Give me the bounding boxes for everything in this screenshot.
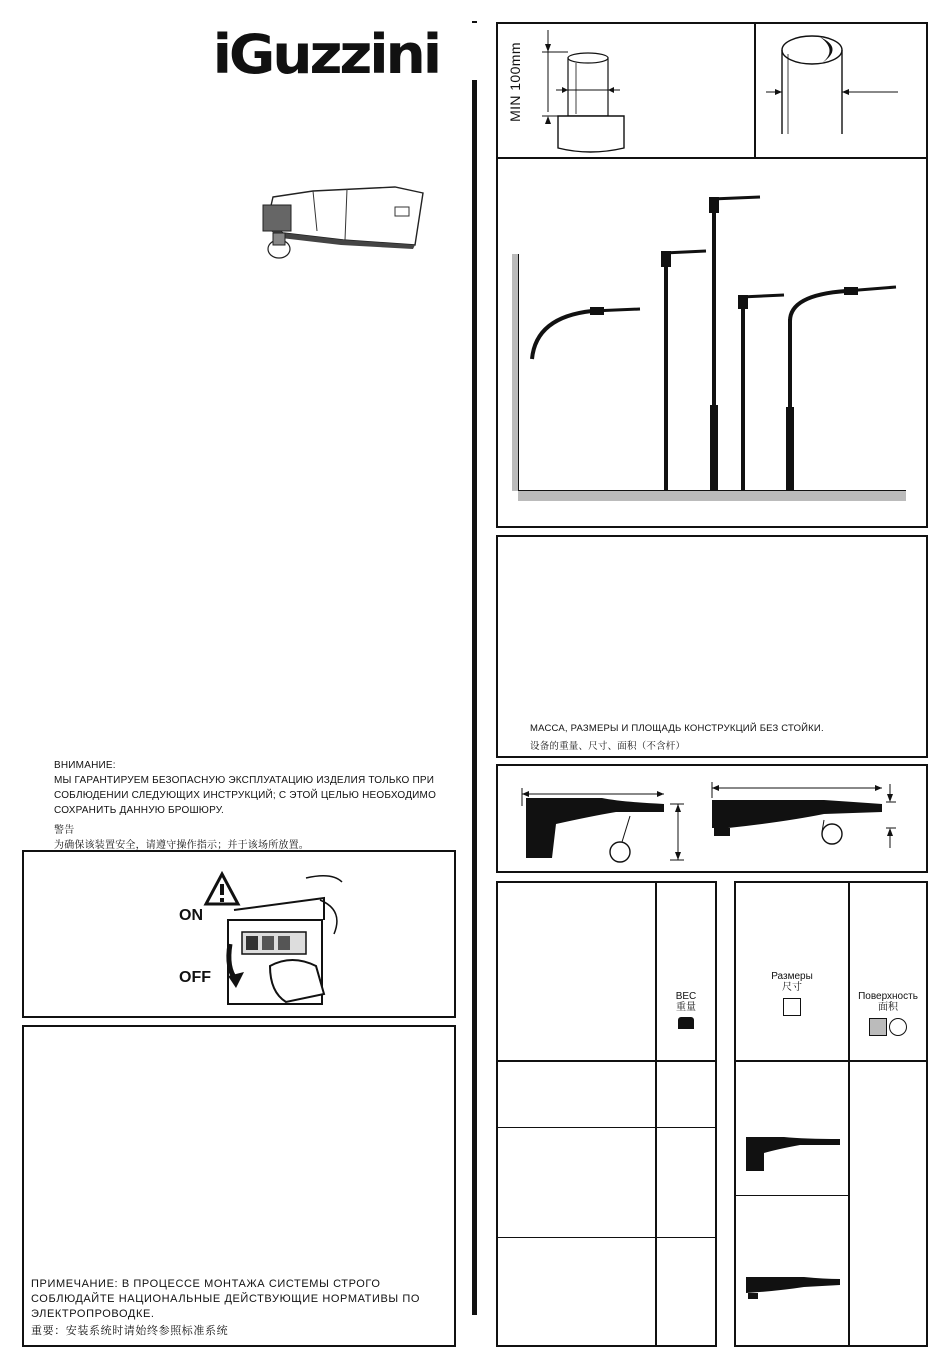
surface-label: Поверхность (858, 991, 918, 1002)
dimension-drawing-b (704, 776, 904, 871)
mounting-options-panel (496, 157, 928, 528)
mounting-options-illustration (498, 159, 926, 526)
note-text-zh: 重要：安装系统时请始终参照标准系统 (31, 1325, 229, 1337)
pole-insertion-diagram (538, 24, 658, 159)
switch-off-label: OFF (179, 969, 211, 986)
power-off-panel (22, 850, 456, 1018)
weight-icon (678, 1017, 694, 1029)
weight-table-col-divider (655, 883, 657, 1345)
note-block (31, 1277, 449, 1339)
warning-title: ВНИМАНИЕ: (54, 760, 116, 771)
weight-table-header-rule (498, 1060, 715, 1062)
column-divider (472, 80, 477, 1315)
pole-divider (754, 24, 756, 159)
luminaire-dimensions-panel (496, 764, 928, 873)
mass-caption-text: МАССА, РАЗМЕРЫ И ПЛОЩАДЬ КОНСТРУКЦИЙ БЕЗ СТОЙКИ. (530, 723, 824, 734)
luminaire-type-a-icon (744, 1133, 844, 1173)
size-table-header-rule (736, 1060, 926, 1062)
luminaire-illustration (255, 183, 435, 268)
warning-body: МЫ ГАРАНТИРУЕМ БЕЗОПАСНУЮ ЭКСПЛУАТАЦИЮ ИЗДЕЛИЯ ТОЛЬКО ПРИ СОБЛЮДЕНИИ СЛЕДУЮЩИХ ИНСТРУКЦИЙ; С ЭТОЙ ЦЕЛЬЮ НЕОБХОДИМО СОХРАНИТЬ ДАННУЮ БРОШЮРУ. (54, 775, 437, 816)
note-text: ПРИМЕЧАНИЕ: В ПРОЦЕССЕ МОНТАЖА СИСТЕМЫ СТРОГО СОБЛЮДАЙТЕ НАЦИОНАЛЬНЫЕ ДЕЙСТВУЮЩИЕ НОРМАТИВЫ ПО ЭЛЕКТРОПРОВОДКЕ. (31, 1278, 421, 1320)
min-100mm-label: MIN 100mm (507, 42, 523, 122)
size-header (736, 971, 848, 1016)
mass-dimensions-panel (496, 535, 928, 758)
surface-header (849, 991, 927, 1036)
weight-table-row-rule-1 (498, 1127, 715, 1128)
mass-caption (530, 721, 920, 754)
size-label: Размеры (771, 971, 813, 982)
weight-table (496, 881, 717, 1347)
luminaire-type-b-icon (744, 1273, 844, 1303)
power-switch-illustration (174, 870, 354, 1010)
brand-logo (212, 20, 458, 90)
switch-on-label: ON (179, 907, 203, 924)
pole-diameter-panel (496, 22, 928, 159)
brand-name: iGuzzini (212, 23, 439, 86)
weight-label: ВЕС (675, 991, 697, 1002)
note-panel (22, 1025, 456, 1347)
surface-label-zh: 面积 (878, 1002, 898, 1013)
size-table-col-divider (848, 883, 850, 1345)
weight-label-zh: 重量 (676, 1002, 696, 1013)
warning-body-zh: 为确保该装置安全，请遵守操作指示；并于该场所放置。 (54, 840, 309, 851)
pole-top-diagram (760, 24, 928, 159)
size-icon (783, 998, 801, 1016)
size-surface-table (734, 881, 928, 1347)
size-label-zh: 尺寸 (782, 982, 802, 993)
weight-table-row-rule-2 (498, 1237, 715, 1238)
dimension-drawing-a (512, 776, 702, 871)
warning-block (54, 758, 454, 853)
mass-caption-text-zh: 设备的重量、尺寸、面积（不含杆） (530, 741, 686, 752)
size-table-row-rule (736, 1195, 848, 1196)
surface-icon (869, 1018, 907, 1036)
top-tick (472, 21, 477, 23)
warning-title-zh: 警告 (54, 825, 75, 836)
weight-header (657, 991, 715, 1029)
